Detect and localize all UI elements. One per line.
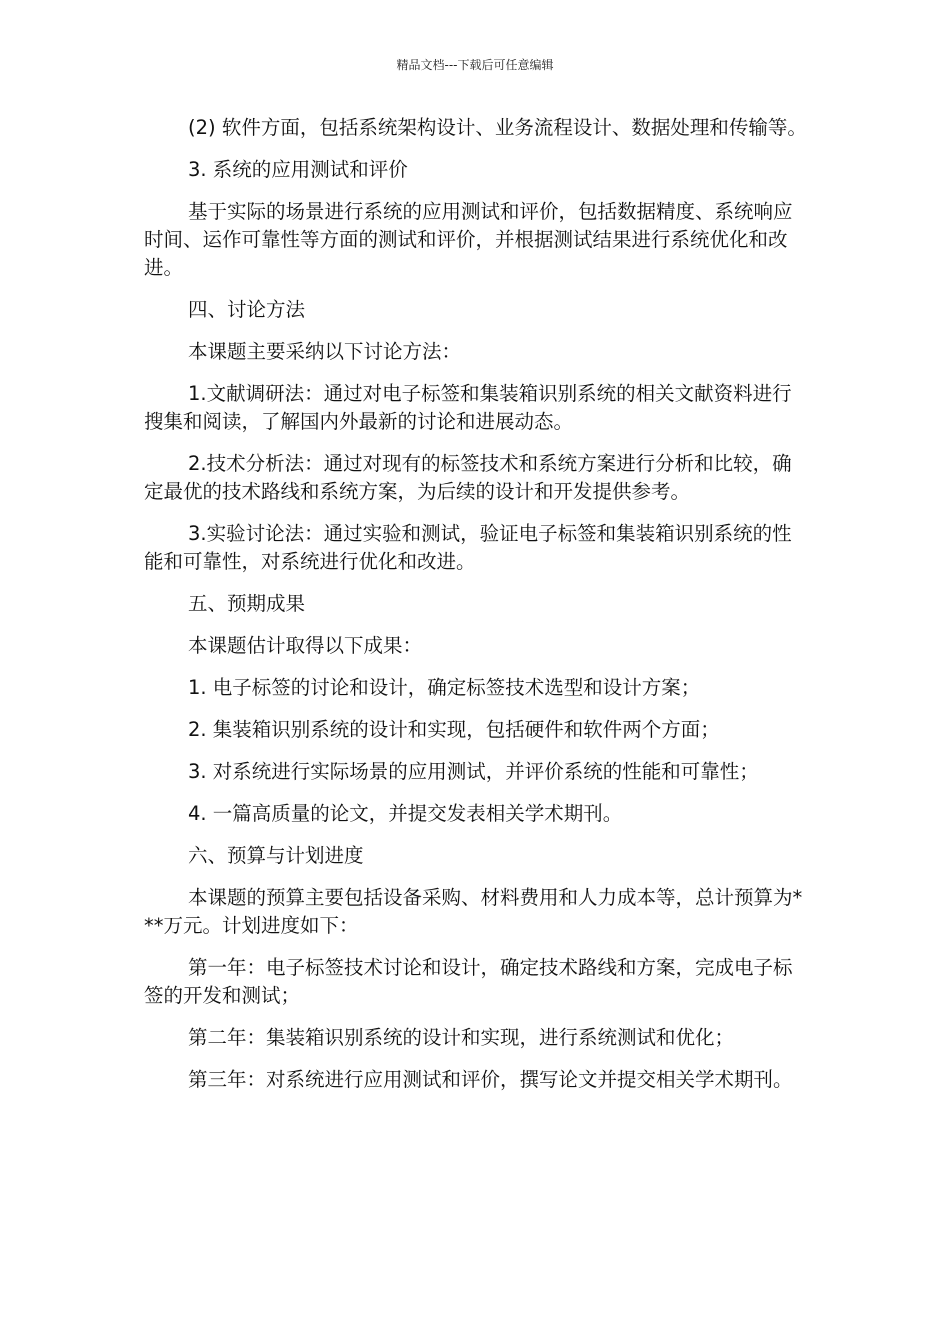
paragraph-results-intro: 本课题估计取得以下成果： bbox=[188, 634, 423, 657]
heading-methods: 四、讨论方法 bbox=[188, 298, 306, 321]
paragraph-literature-method: 1.文献调研法：通过对电子标签和集装箱识别系统的相关文献资料进行搜集和阅读，了解国内外最新的讨论和进展动态。 bbox=[144, 382, 792, 433]
schedule-year-3: 第三年：对系统进行应用测试和评价，撰写论文并提交相关学术期刊。 bbox=[188, 1068, 793, 1091]
result-item-1: 1. 电子标签的讨论和设计，确定标签技术选型和设计方案； bbox=[188, 676, 701, 699]
document-body bbox=[144, 114, 808, 1108]
paragraph-methods-intro: 本课题主要采纳以下讨论方法： bbox=[188, 340, 462, 363]
heading-application-testing: 3. 系统的应用测试和评价 bbox=[188, 158, 408, 181]
paragraph-software: (2) 软件方面，包括系统架构设计、业务流程设计、数据处理和传输等。 bbox=[188, 116, 807, 139]
result-item-3: 3. 对系统进行实际场景的应用测试，并评价系统的性能和可靠性； bbox=[188, 760, 759, 783]
paragraph-experiment-method: 3.实验讨论法：通过实验和测试，验证电子标签和集装箱识别系统的性能和可靠性，对系统进行优化和改进。 bbox=[144, 522, 792, 573]
schedule-year-1: 第一年：电子标签技术讨论和设计，确定技术路线和方案，完成电子标签的开发和测试； bbox=[144, 956, 793, 1007]
paragraph-technical-analysis-method: 2.技术分析法：通过对现有的标签技术和系统方案进行分析和比较，确定最优的技术路线和系统方案，为后续的设计和开发提供参考。 bbox=[144, 452, 792, 503]
paragraph-budget: 本课题的预算主要包括设备采购、材料费用和人力成本等，总计预算为***万元。计划进度如下： bbox=[144, 886, 803, 937]
result-item-4: 4. 一篇高质量的论文，并提交发表相关学术期刊。 bbox=[188, 802, 623, 825]
heading-budget-schedule: 六、预算与计划进度 bbox=[188, 844, 364, 867]
paragraph-testing-description: 基于实际的场景进行系统的应用测试和评价，包括数据精度、系统响应时间、运作可靠性等方面的测试和评价，并根据测试结果进行系统优化和改进。 bbox=[144, 200, 793, 279]
result-item-2: 2. 集装箱识别系统的设计和实现，包括硬件和软件两个方面； bbox=[188, 718, 720, 741]
page-header: 精品文档---下载后可任意编辑 bbox=[396, 58, 554, 72]
schedule-year-2: 第二年：集装箱识别系统的设计和实现，进行系统测试和优化； bbox=[188, 1026, 735, 1049]
heading-expected-results: 五、预期成果 bbox=[188, 592, 306, 615]
